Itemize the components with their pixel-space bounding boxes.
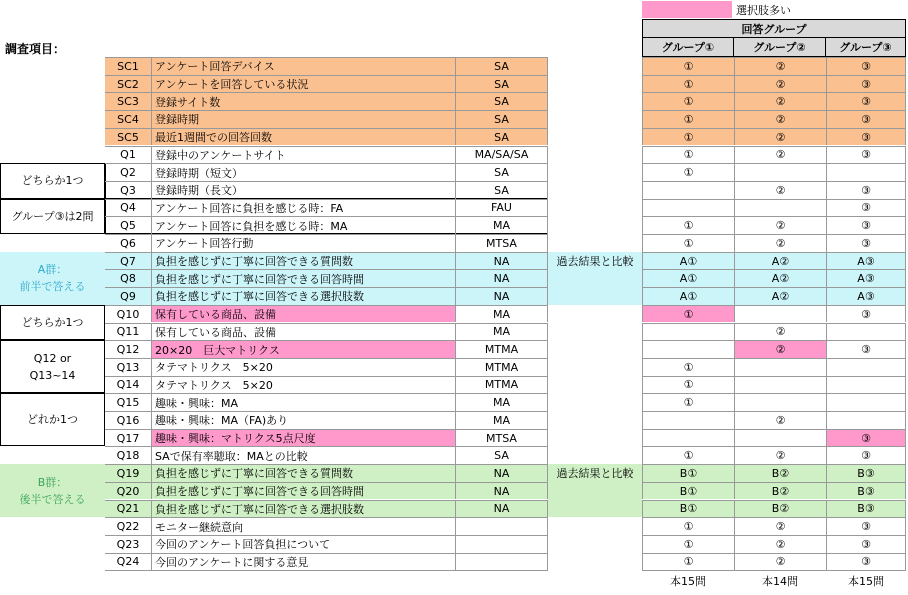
group-box: どちらか1つ: [0, 163, 105, 198]
question-id: Q18: [105, 446, 151, 464]
question-desc: 趣味・興味：マトリクス5点尺度: [151, 429, 455, 447]
question-desc: アンケート回答に負担を感じる時：FA: [151, 199, 455, 217]
group-cell-3: ③: [826, 517, 906, 535]
question-id: Q12: [105, 340, 151, 358]
group-cell-3: ③: [826, 199, 906, 217]
question-id: Q15: [105, 393, 151, 411]
group-cell-3: ③: [826, 146, 906, 164]
question-desc: アンケート回答デバイス: [151, 57, 455, 75]
table-row: [0, 535, 548, 553]
group-cell-1: ①: [642, 535, 734, 553]
question-desc: タテマトリクス 5×20: [151, 376, 455, 394]
question-type: MTMA: [455, 340, 548, 358]
table-row: [0, 234, 548, 252]
question-id: Q23: [105, 535, 151, 553]
question-id: SC3: [105, 92, 151, 110]
question-type: MA: [455, 323, 548, 341]
group-cell-1: ①: [642, 393, 734, 411]
group-box: A群： 前半で答える: [0, 252, 105, 305]
table-row: [0, 163, 548, 181]
question-desc: 趣味・興味：MA: [151, 393, 455, 411]
question-desc: 保有している商品、設備: [151, 323, 455, 341]
question-id: Q2: [105, 163, 151, 181]
group-cell-1: ①: [642, 517, 734, 535]
group-cell-2: [734, 199, 826, 217]
group-cell-2: ②: [734, 110, 826, 128]
group-cell-3: [826, 393, 906, 411]
question-id: Q22: [105, 517, 151, 535]
question-type: FAU: [455, 199, 548, 217]
group-total-3: 本15問: [848, 575, 884, 589]
question-type: MTSA: [455, 429, 548, 447]
table-bottom-line: [105, 570, 548, 571]
group-cell-2: ②: [734, 535, 826, 553]
table-row: [0, 287, 548, 305]
group-cell-3: ③: [826, 446, 906, 464]
group-cell-1: ①: [642, 446, 734, 464]
table-row: [0, 181, 548, 199]
group-cell-2: [734, 429, 826, 447]
question-desc: 保有している商品、設備: [151, 305, 455, 323]
group-cell-3: ③: [826, 92, 906, 110]
group-total-1: 本15問: [670, 575, 706, 589]
group-cell-1: ①: [642, 553, 734, 571]
table-row: [0, 517, 548, 535]
table-row: [0, 269, 548, 287]
group-cell-1: [642, 199, 734, 217]
group-cell-1: ①: [642, 376, 734, 394]
group-cell-3: ③: [826, 57, 906, 75]
group-cell-3: ③: [826, 340, 906, 358]
question-type: SA: [455, 75, 548, 93]
group-total-2: 本14問: [762, 575, 798, 589]
question-type: MA: [455, 411, 548, 429]
group-cell-1: ①: [642, 128, 734, 146]
table-row: [0, 446, 548, 464]
table-row: [0, 340, 548, 358]
group-cell-3: ③: [826, 535, 906, 553]
question-desc: 負担を感じずに丁寧に回答できる質問数: [151, 252, 455, 270]
table-row: [0, 216, 548, 234]
group-cell-2: [734, 305, 826, 323]
question-id: Q13: [105, 358, 151, 376]
question-id: Q3: [105, 181, 151, 199]
group-cell-2: B②: [734, 464, 826, 482]
group-cell-2: A②: [734, 269, 826, 287]
group-cell-3: [826, 323, 906, 341]
question-type: SA: [455, 181, 548, 199]
question-desc: タテマトリクス 5×20: [151, 358, 455, 376]
group-header-1: グループ①: [642, 38, 734, 57]
group-cell-2: A②: [734, 252, 826, 270]
question-id: SC4: [105, 110, 151, 128]
group-cell-1: B①: [642, 482, 734, 500]
group-cell-1: A①: [642, 252, 734, 270]
question-desc: 登録時期: [151, 110, 455, 128]
group-cell-3: ③: [826, 234, 906, 252]
group-cell-1: [642, 181, 734, 199]
question-id: Q17: [105, 429, 151, 447]
group-cell-2: [734, 393, 826, 411]
section-title: 調査項目：: [5, 42, 66, 56]
question-desc: 登録中のアンケートサイト: [151, 146, 455, 164]
group-cell-2: ②: [734, 128, 826, 146]
question-type: MA/SA/SA: [455, 146, 548, 164]
group-cell-1: ①: [642, 216, 734, 234]
question-desc: 負担を感じずに丁寧に回答できる選択肢数: [151, 500, 455, 518]
group-cell-1: ①: [642, 234, 734, 252]
question-desc: アンケート回答行動: [151, 234, 455, 252]
compare-note: 過去結果と比較: [556, 466, 634, 480]
question-type: [455, 517, 548, 535]
table-row: [0, 128, 548, 146]
question-type: MTMA: [455, 376, 548, 394]
question-desc: 趣味・興味：MA（FA)あり: [151, 411, 455, 429]
group-cell-2: [734, 358, 826, 376]
table-row: [0, 376, 548, 394]
legend-swatch: [642, 1, 732, 18]
group-cell-3: B③: [826, 500, 906, 518]
question-id: Q6: [105, 234, 151, 252]
question-type: NA: [455, 252, 548, 270]
group-cell-2: [734, 376, 826, 394]
table-row: [0, 553, 548, 571]
question-id: Q11: [105, 323, 151, 341]
group-cell-3: A③: [826, 269, 906, 287]
group-cell-2: ②: [734, 323, 826, 341]
question-id: SC1: [105, 57, 151, 75]
group-cell-1: B①: [642, 500, 734, 518]
table-row: [0, 146, 548, 164]
question-type: NA: [455, 482, 548, 500]
table-row: [0, 199, 548, 217]
group-cell-3: ③: [826, 429, 906, 447]
group-cell-1: [642, 429, 734, 447]
group-cell-2: ②: [734, 57, 826, 75]
question-id: Q7: [105, 252, 151, 270]
question-type: MA: [455, 305, 548, 323]
group-cell-2: ②: [734, 411, 826, 429]
question-type: SA: [455, 128, 548, 146]
group-header-2: グループ②: [734, 38, 826, 57]
group-cell-1: [642, 340, 734, 358]
question-desc: 負担を感じずに丁寧に回答できる選択肢数: [151, 287, 455, 305]
group-cell-2: ②: [734, 75, 826, 93]
group-cell-1: ①: [642, 146, 734, 164]
group-box: B群： 後半で答える: [0, 464, 105, 517]
question-desc: モニター継続意向: [151, 517, 455, 535]
question-id: SC5: [105, 128, 151, 146]
question-type: SA: [455, 163, 548, 181]
group-cell-2: ②: [734, 553, 826, 571]
question-type: [455, 535, 548, 553]
question-id: Q24: [105, 553, 151, 571]
group-cell-3: A③: [826, 252, 906, 270]
question-desc: 負担を感じずに丁寧に回答できる回答時間: [151, 482, 455, 500]
question-id: Q4: [105, 199, 151, 217]
group-cell-2: B②: [734, 500, 826, 518]
question-id: Q19: [105, 464, 151, 482]
group-cell-2: [734, 163, 826, 181]
table-row: [0, 429, 548, 447]
group-cell-1: A①: [642, 269, 734, 287]
group-header-3: グループ③: [826, 38, 906, 57]
group-cell-2: ②: [734, 446, 826, 464]
group-cell-2: B②: [734, 482, 826, 500]
group-cell-3: B③: [826, 482, 906, 500]
table-row: [0, 305, 548, 323]
grid-bottom-line: [642, 570, 906, 571]
table-row: [0, 252, 548, 270]
question-desc: アンケートを回答している状況: [151, 75, 455, 93]
table-row: [0, 92, 548, 110]
question-desc: 負担を感じずに丁寧に回答できる質問数: [151, 464, 455, 482]
group-cell-3: ③: [826, 553, 906, 571]
group-cell-2: ②: [734, 181, 826, 199]
question-id: Q21: [105, 500, 151, 518]
question-id: Q9: [105, 287, 151, 305]
question-type: SA: [455, 110, 548, 128]
question-desc: 登録時期（長文）: [151, 181, 455, 199]
compare-note: 過去結果と比較: [556, 254, 634, 268]
group-cell-3: ③: [826, 75, 906, 93]
question-id: Q8: [105, 269, 151, 287]
group-cell-1: ①: [642, 163, 734, 181]
question-id: Q20: [105, 482, 151, 500]
group-box: グループ③は2問: [0, 199, 105, 234]
group-box: Q12 or Q13~14: [0, 340, 105, 393]
question-type: NA: [455, 464, 548, 482]
group-cell-3: ③: [826, 305, 906, 323]
question-desc: 最近1週間での回答回数: [151, 128, 455, 146]
table-row: [0, 358, 548, 376]
question-type: SA: [455, 57, 548, 75]
group-cell-1: ①: [642, 75, 734, 93]
group-cell-1: [642, 323, 734, 341]
question-id: Q16: [105, 411, 151, 429]
group-cell-2: ②: [734, 92, 826, 110]
group-cell-1: ①: [642, 92, 734, 110]
table-row: [0, 482, 548, 500]
question-type: MTMA: [455, 358, 548, 376]
table-row: [0, 464, 548, 482]
group-cell-2: ②: [734, 340, 826, 358]
group-header-title: 回答グループ: [642, 19, 906, 38]
group-cell-2: ②: [734, 234, 826, 252]
group-cell-3: ③: [826, 128, 906, 146]
group-cell-1: ①: [642, 358, 734, 376]
group-cell-3: [826, 411, 906, 429]
table-row: [0, 500, 548, 518]
question-type: SA: [455, 92, 548, 110]
group-cell-2: ②: [734, 517, 826, 535]
question-type: [455, 553, 548, 571]
question-type: MA: [455, 393, 548, 411]
question-desc: アンケート回答に負担を感じる時：MA: [151, 216, 455, 234]
question-type: NA: [455, 287, 548, 305]
group-box: どちらか1つ: [0, 305, 105, 340]
group-cell-3: ③: [826, 216, 906, 234]
question-desc: 今回のアンケート回答負担について: [151, 535, 455, 553]
question-desc: 20×20 巨大マトリクス: [151, 340, 455, 358]
group-cell-3: [826, 376, 906, 394]
table-row: [0, 110, 548, 128]
question-desc: SAで保有率聴取：MAとの比較: [151, 446, 455, 464]
table-row: [0, 323, 548, 341]
question-id: SC2: [105, 75, 151, 93]
group-cell-1: A①: [642, 287, 734, 305]
question-type: SA: [455, 446, 548, 464]
question-id: Q5: [105, 216, 151, 234]
group-cell-2: ②: [734, 146, 826, 164]
legend-label: 選択肢多い: [736, 4, 791, 17]
table-row: [0, 57, 548, 75]
question-type: NA: [455, 269, 548, 287]
group-cell-1: [642, 411, 734, 429]
question-type: MA: [455, 216, 548, 234]
question-id: Q1: [105, 146, 151, 164]
group-cell-1: ①: [642, 110, 734, 128]
group-cell-1: B①: [642, 464, 734, 482]
question-id: Q14: [105, 376, 151, 394]
group-cell-1: ①: [642, 57, 734, 75]
table-row: [0, 411, 548, 429]
question-desc: 登録時期（短文）: [151, 163, 455, 181]
group-cell-3: [826, 163, 906, 181]
question-desc: 登録サイト数: [151, 92, 455, 110]
group-cell-3: A③: [826, 287, 906, 305]
group-box: どれか1つ: [0, 393, 105, 446]
group-cell-3: B③: [826, 464, 906, 482]
group-cell-3: ③: [826, 181, 906, 199]
group-cell-2: A②: [734, 287, 826, 305]
group-cell-1: ①: [642, 305, 734, 323]
table-row: [0, 75, 548, 93]
question-type: MTSA: [455, 234, 548, 252]
question-id: Q10: [105, 305, 151, 323]
group-cell-3: ③: [826, 110, 906, 128]
group-cell-3: [826, 358, 906, 376]
question-desc: 負担を感じずに丁寧に回答できる回答時間: [151, 269, 455, 287]
group-cell-2: ②: [734, 216, 826, 234]
question-desc: 今回のアンケートに関する意見: [151, 553, 455, 571]
table-row: [0, 393, 548, 411]
question-type: NA: [455, 500, 548, 518]
